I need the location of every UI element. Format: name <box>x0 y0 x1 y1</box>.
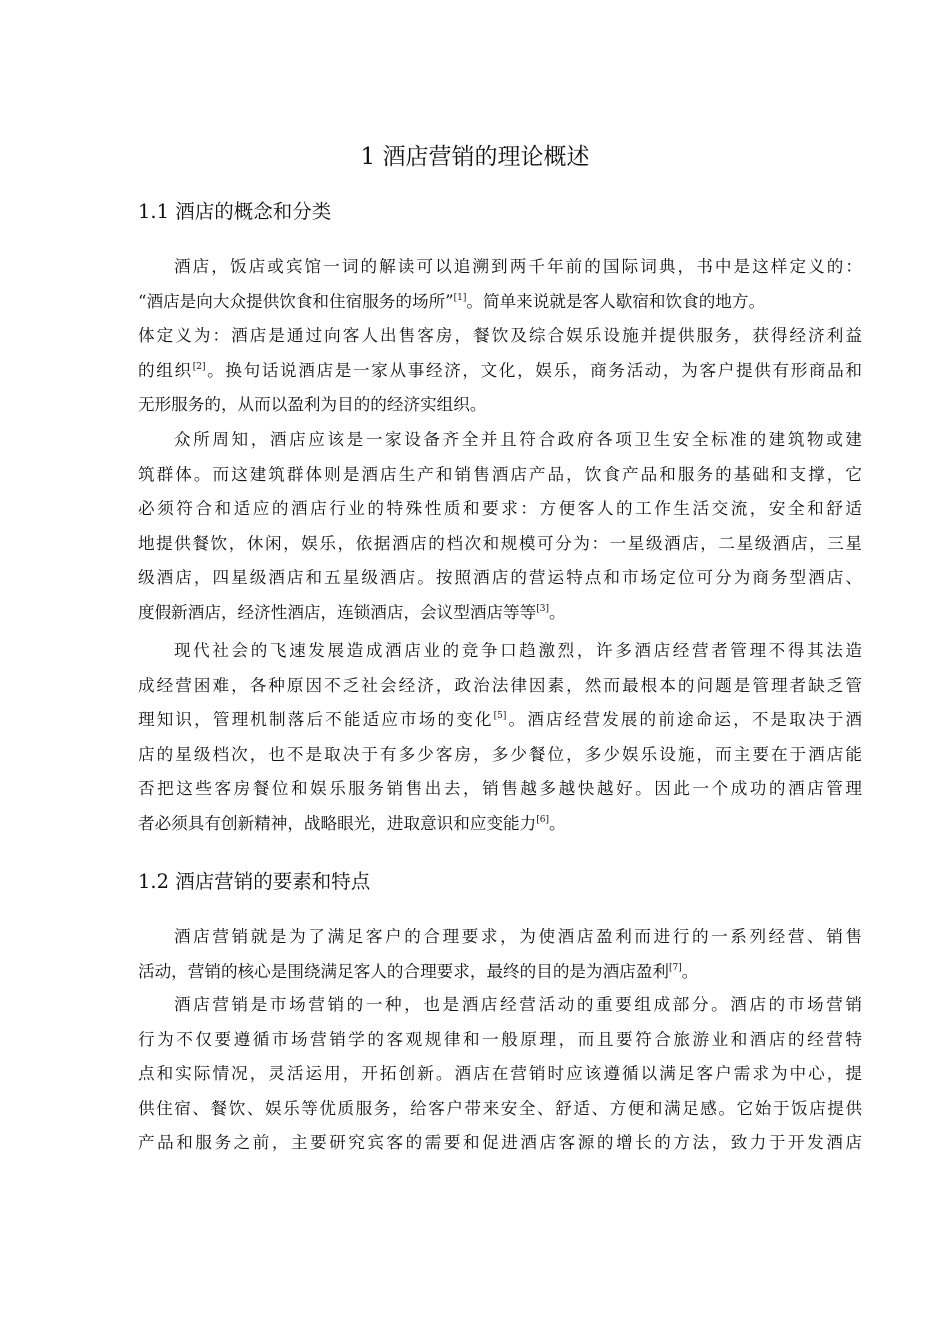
text-line: 店的星级档次，也不是取决于有多少客房，多少餐位，多少娱乐设施，而主要在于酒店能 <box>138 744 862 764</box>
text-line: 酒店营销就是为了满足客户的合理要求，为使酒店盈利而进行的一系列经营、销售 <box>174 927 862 946</box>
text-line: 现代社会的飞速发展造成酒店业的竞争口趋激烈，许多酒店经营者管理不得其法造 <box>174 641 862 660</box>
text-line: 酒店营销是市场营销的一种，也是酒店经营活动的重要组成部分。酒店的市场营销 <box>174 995 862 1014</box>
text-line: 理知识，管理机制落后不能适应市场的变化[5]。酒店经营发展的前途命运，不是取决于酒 <box>138 710 862 729</box>
paragraph-5 <box>138 988 862 1161</box>
text-line: 无形服务的，从而以盈利为目的的经济实组织。 <box>138 395 487 414</box>
text-line: 点和实际情况，灵活运用，开拓创新。酒店在营销时应该遵循以满足客户需求为中心，提 <box>138 1064 862 1083</box>
text-line: 成经营困难，各种原因不乏社会经济，政治法律因素，然而最根本的问题是管理者缺乏管 <box>138 675 862 695</box>
paragraph-3 <box>138 634 862 841</box>
citation-ref[interactable]: [7] <box>669 962 682 973</box>
text-line: 酒店，饭店或宾馆一词的解读可以追溯到两千年前的国际词典，书中是这样定义的： <box>174 257 862 276</box>
text-line: 地提供餐饮，休闲，娱乐，依据酒店的档次和规模可分为：一星级酒店，二星级酒店，三星 <box>138 533 862 553</box>
section-title-1-1: 1.1 酒店的概念和分类 <box>138 200 332 223</box>
text-line: 级酒店，四星级酒店和五星级酒店。按照酒店的营运特点和市场定位可分为商务型酒店、 <box>138 568 862 587</box>
citation-ref[interactable]: [3] <box>536 603 549 614</box>
text-line: 筑群体。而这建筑群体则是酒店生产和销售酒店产品，饮食产品和服务的基础和支撑，它 <box>138 464 862 484</box>
text-line: “酒店是向大众提供饮食和住宿服务的场所”[1]。简单来说就是客人歇宿和饮食的地方。 <box>138 291 766 311</box>
paragraph-1 <box>138 250 862 423</box>
paragraph-2 <box>138 423 862 630</box>
citation-ref[interactable]: [2] <box>192 361 206 372</box>
text-line: 行为不仅要遵循市场营销学的客观规律和一般原理，而且要符合旅游业和酒店的经营特 <box>138 1029 862 1049</box>
text-line: 的组织[2]。换句话说酒店是一家从事经济，文化，娱乐，商务活动，为客户提供有形商品和 <box>138 360 863 380</box>
text-line: 者必须具有创新精神，战略眼光，进取意识和应变能力[6]。 <box>138 813 566 833</box>
section-title-1-2: 1.2 酒店营销的要素和特点 <box>138 870 371 893</box>
text-line: 否把这些客房餐位和娱乐服务销售出去，销售越多越快越好。因此一个成功的酒店管理 <box>138 779 862 798</box>
paragraph-4 <box>138 920 862 989</box>
text-line: 必须符合和适应的酒店行业的特殊性质和要求：方便客人的工作生活交流，安全和舒适 <box>138 499 862 518</box>
citation-ref[interactable]: [1] <box>453 292 467 303</box>
citation-ref[interactable]: [6] <box>536 814 549 825</box>
text-line: 活动，营销的核心是围绕满足客人的合理要求，最终的目的是为酒店盈利[7]。 <box>138 961 699 981</box>
text-line: 度假新酒店，经济性酒店，连锁酒店，会议型酒店等等[3]。 <box>138 602 566 622</box>
text-line: 产品和服务之前，主要研究宾客的需要和促进酒店客源的增长的方法，致力于开发酒店 <box>138 1133 862 1152</box>
chapter-title: 1 酒店营销的理论概述 <box>360 144 590 170</box>
citation-ref[interactable]: [5] <box>493 711 507 721</box>
text-line: 众所周知，酒店应该是一家设备齐全并且符合政府各项卫生安全标准的建筑物或建 <box>174 430 862 449</box>
text-line: 供住宿、餐饮、娱乐等优质服务，给客户带来安全、舒适、方便和满足感。它始于饭店提供 <box>138 1098 862 1118</box>
text-line: 体定义为：酒店是通过向客人出售客房，餐饮及综合娱乐设施并提供服务，获得经济利益 <box>138 326 862 345</box>
